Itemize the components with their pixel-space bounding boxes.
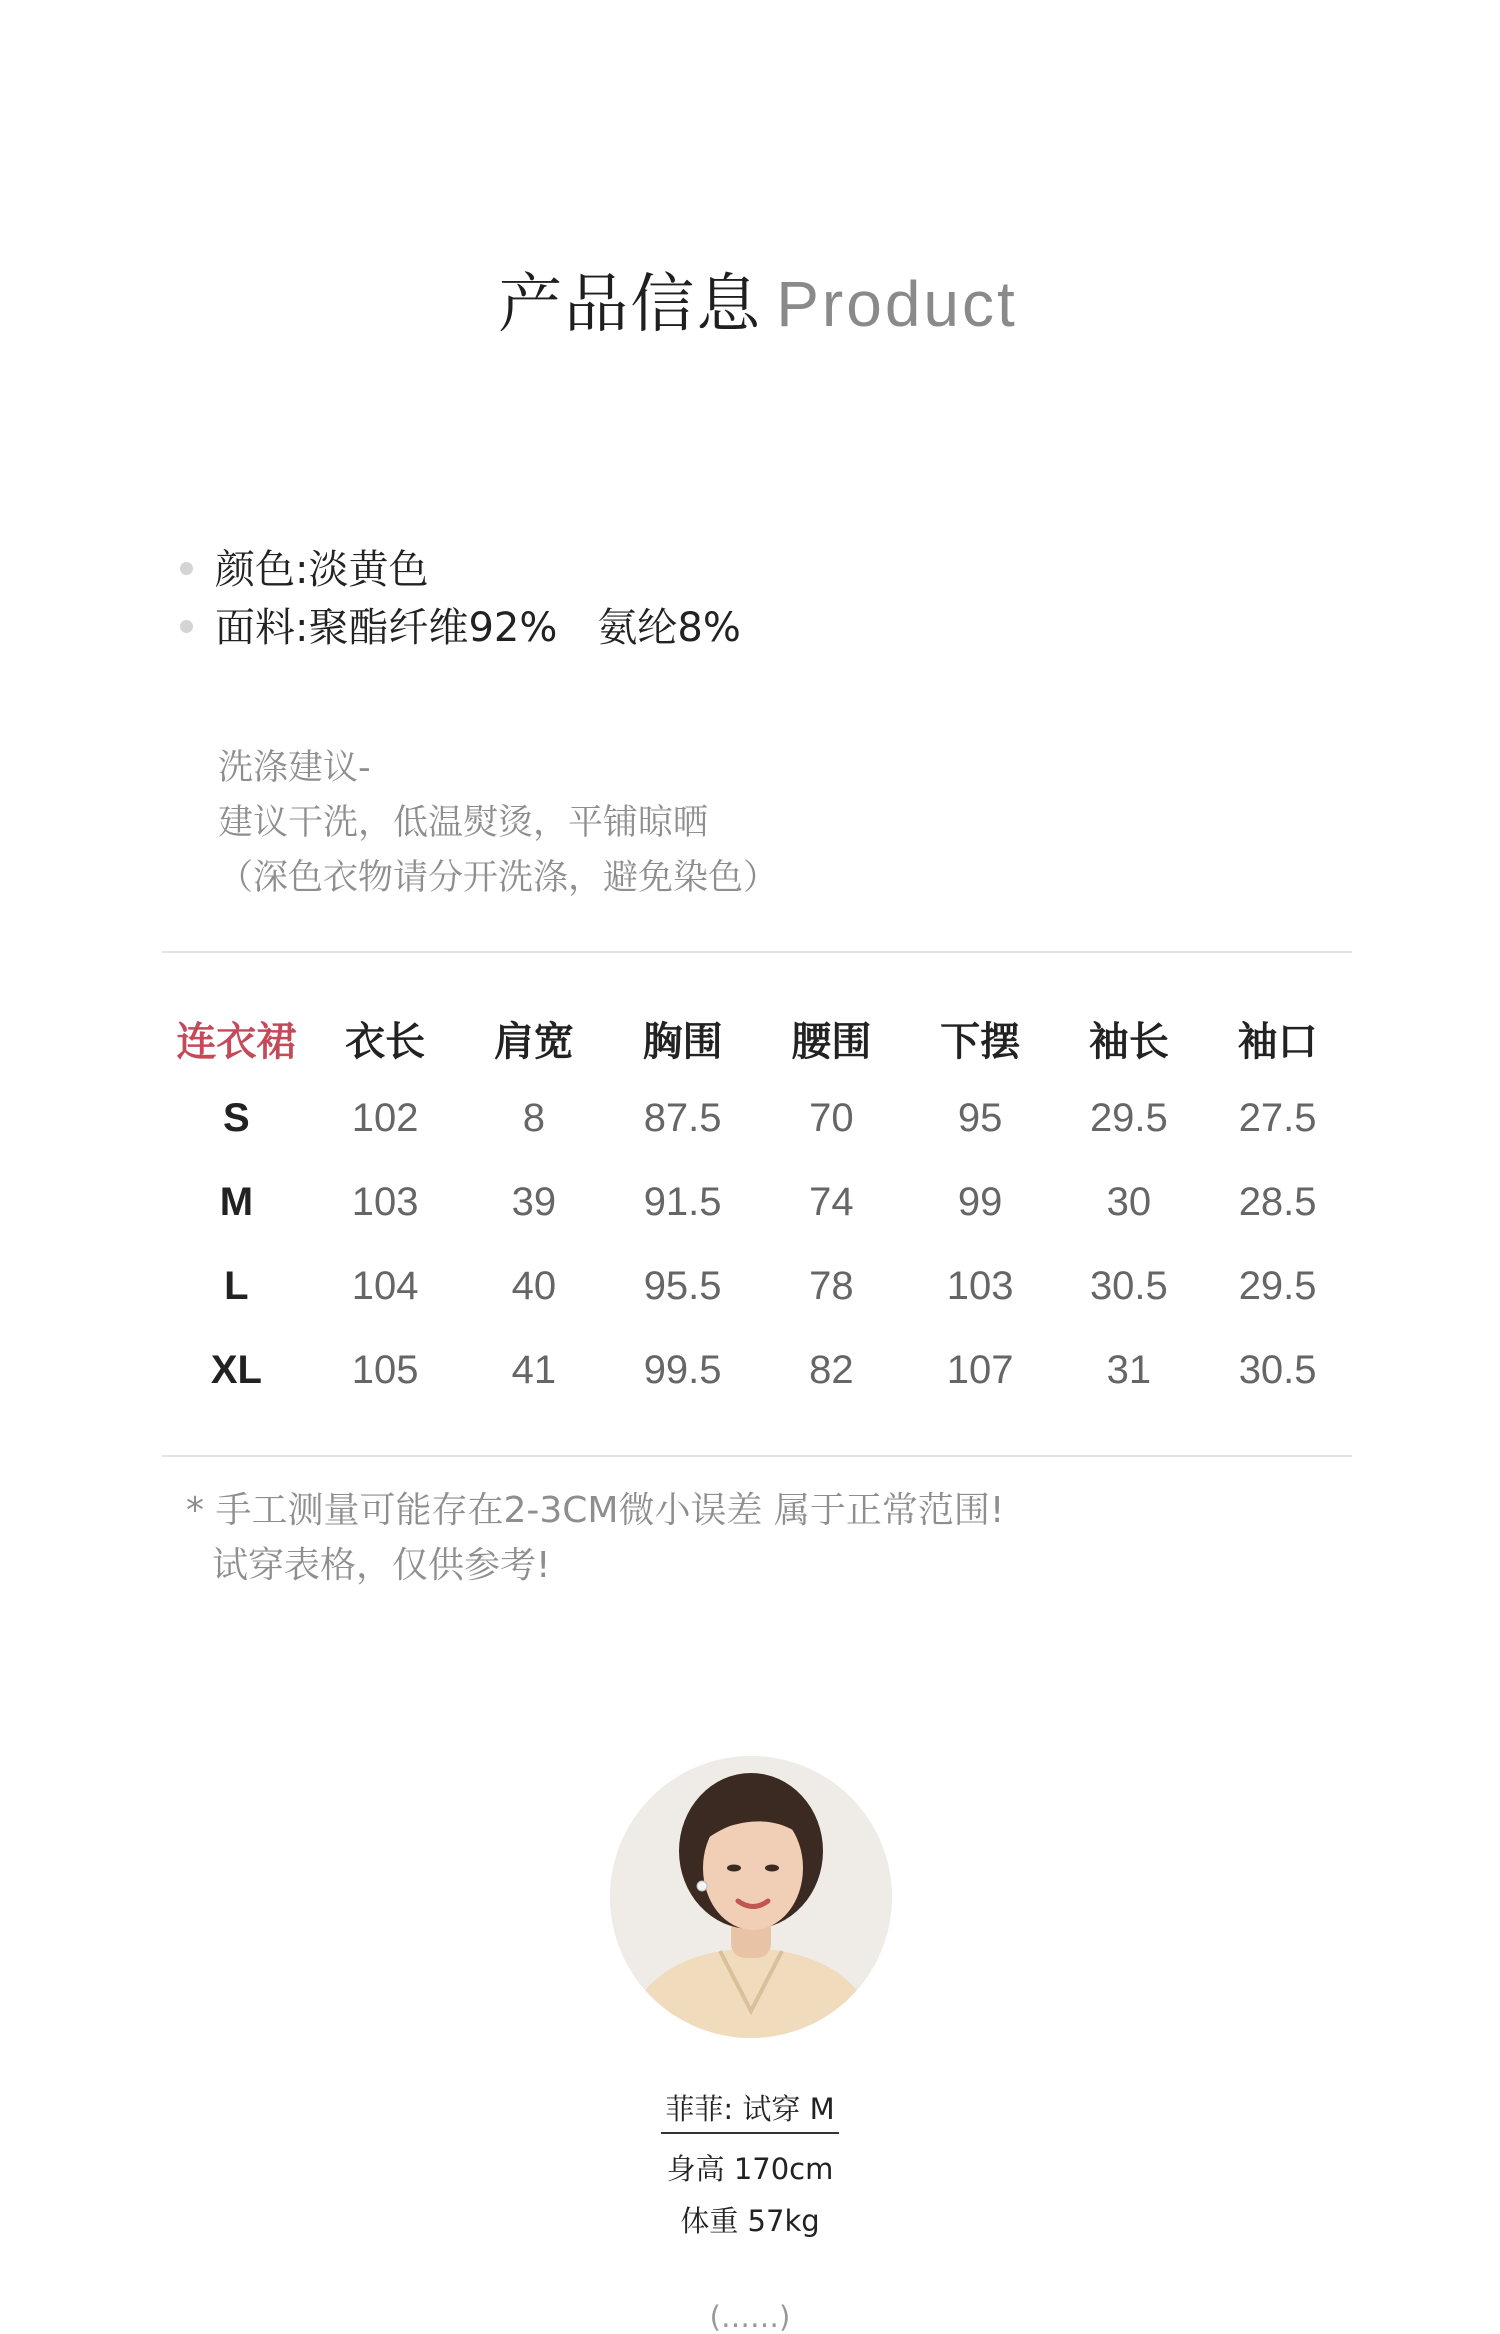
header-shoulder: 肩宽 [493, 1018, 574, 1065]
color-label: 颜色: [215, 547, 309, 593]
wash-heading: 洗涤建议- [218, 748, 371, 788]
model-name [0, 2087, 1500, 2128]
size-cell: L [224, 1263, 249, 1308]
table-cell: 99 [957, 1179, 1003, 1224]
table-cell: 41 [511, 1347, 557, 1392]
table-cell: 87.5 [643, 1095, 722, 1140]
table-cell: 39 [511, 1179, 557, 1224]
header-hem: 下摆 [940, 1018, 1021, 1065]
header-dress: 连衣裙 [176, 1018, 297, 1065]
model-avatar [610, 1756, 892, 2038]
model-height: 身高 170cm [666, 2152, 834, 2186]
table-cell: 103 [946, 1263, 1014, 1308]
table-row [162, 1244, 1352, 1328]
divider-top [162, 951, 1352, 953]
measurement-note: * 手工测量可能存在2-3CM微小误差 属于正常范围! [186, 1490, 1005, 1531]
page-title [0, 253, 1500, 345]
model-weight: 体重 57kg [680, 2204, 820, 2238]
fabric-info [180, 596, 741, 653]
table-row [162, 1160, 1352, 1244]
table-cell: 30 [1106, 1179, 1152, 1224]
bullet-dot-icon [180, 620, 193, 633]
size-cell: S [223, 1095, 250, 1140]
table-cell: 107 [946, 1347, 1014, 1392]
header-bust: 胸围 [642, 1018, 723, 1065]
size-table [162, 1000, 1352, 1412]
header-length: 衣长 [345, 1018, 426, 1065]
wash-line-2: （深色衣物请分开洗涤，避免染色） [218, 858, 779, 898]
table-cell: 104 [351, 1263, 419, 1308]
table-cell: 99.5 [643, 1347, 722, 1392]
size-cell: XL [210, 1347, 262, 1392]
table-cell: 95.5 [643, 1263, 722, 1308]
header-waist: 腰围 [791, 1018, 872, 1065]
color-info [180, 538, 428, 595]
header-sleeve-length: 袖长 [1088, 1018, 1169, 1065]
table-cell: 8 [522, 1095, 545, 1140]
table-cell: 82 [809, 1347, 854, 1392]
size-cell: M [219, 1179, 254, 1224]
table-header-row [162, 1000, 1352, 1076]
table-cell: 30.5 [1238, 1347, 1317, 1392]
table-cell: 27.5 [1238, 1095, 1317, 1140]
color-value: 淡黄色 [308, 547, 429, 593]
table-cell: 28.5 [1238, 1179, 1317, 1224]
wash-line-1: 建议干洗，低温熨烫，平铺晾晒 [218, 803, 709, 843]
table-cell: 70 [809, 1095, 854, 1140]
fabric-value: 聚酯纤维92% 氨纶8% [308, 605, 741, 651]
title-en: Product [776, 268, 1018, 340]
table-cell: 103 [351, 1179, 419, 1224]
table-cell: 95 [957, 1095, 1003, 1140]
table-row [162, 1076, 1352, 1160]
table-cell: 91.5 [643, 1179, 722, 1224]
bullet-dot-icon [180, 562, 193, 575]
header-cuff: 袖口 [1237, 1018, 1318, 1065]
table-cell: 105 [351, 1347, 419, 1392]
table-cell: 29.5 [1089, 1095, 1168, 1140]
table-cell: 31 [1106, 1347, 1152, 1392]
table-cell: 74 [809, 1179, 854, 1224]
fabric-label: 面料: [215, 605, 309, 651]
title-zh: 产品信息 [498, 268, 763, 342]
table-row [162, 1328, 1352, 1412]
model-photo-icon [610, 1756, 892, 2038]
table-cell: 30.5 [1089, 1263, 1168, 1308]
table-cell: 29.5 [1238, 1263, 1317, 1308]
model-extra-note: (……) [709, 2300, 791, 2334]
table-cell: 102 [351, 1095, 419, 1140]
divider-bottom [162, 1455, 1352, 1457]
table-cell: 78 [809, 1263, 854, 1308]
table-cell: 40 [511, 1263, 557, 1308]
model-title-text: 菲菲: 试穿 M [661, 2092, 838, 2134]
reference-note: 试穿表格，仅供参考! [212, 1545, 551, 1586]
